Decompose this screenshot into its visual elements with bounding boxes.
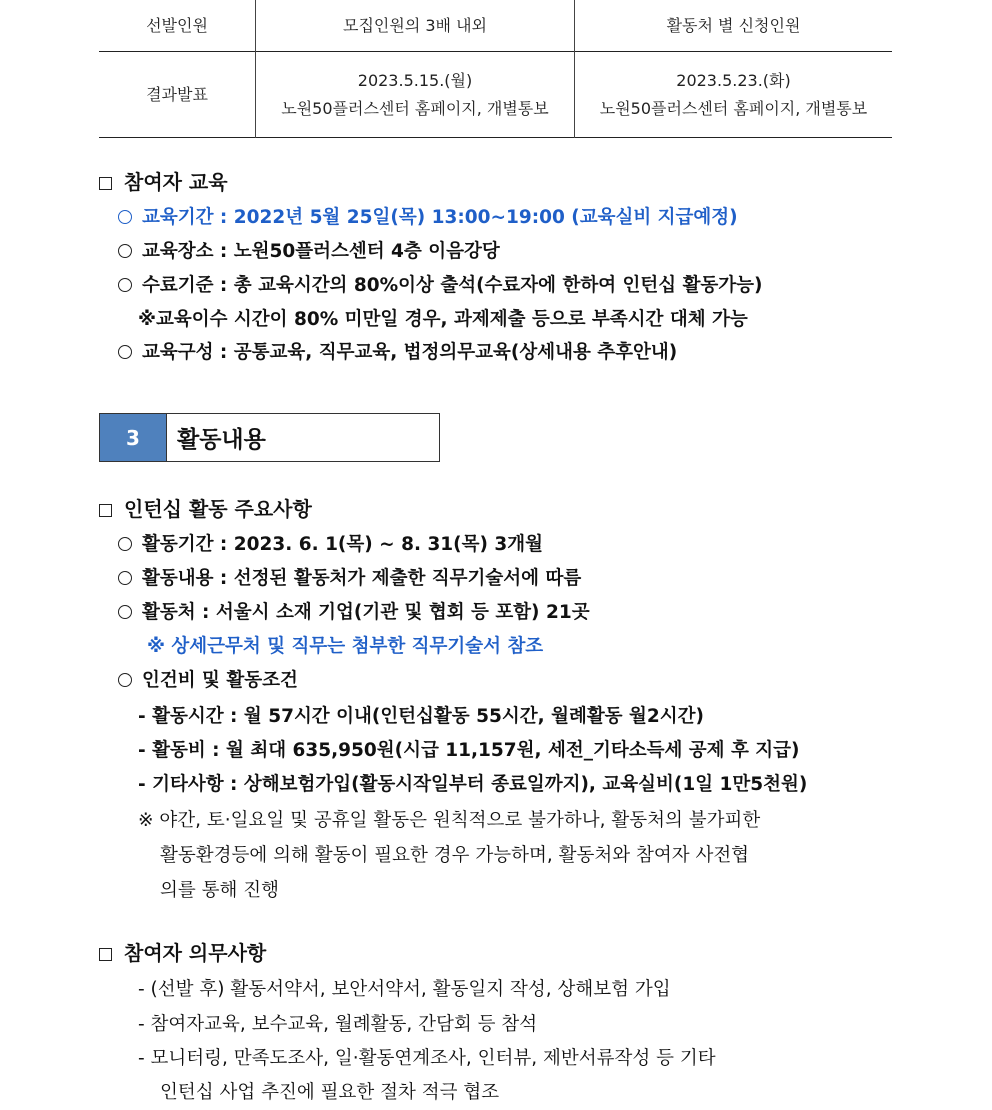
cell-note: 노원50플러스센터 홈페이지, 개별통보: [599, 98, 868, 118]
internship-heading: [99, 493, 312, 522]
line-text: ※ 상세근무처 및 직무는 첨부한 직무기술서 참조: [147, 636, 544, 657]
line-text: ※ 야간, 토·일요일 및 공휴일 활동은 원칙적으로 불가하나, 활동처의 불가피한: [138, 810, 761, 831]
line-text: 활동기간 : 2023. 6. 1(목) ~ 8. 31(목) 3개월: [142, 534, 544, 555]
cell-date: 2023.5.23.(화): [676, 70, 791, 90]
checkbox-square-icon: [99, 504, 112, 517]
cell-note: 노원50플러스센터 홈페이지, 개별통보: [281, 98, 549, 118]
cell-value: 활동처 별 신청인원: [666, 15, 801, 35]
duties-item3-line1: [138, 1044, 716, 1070]
conditions-heading: [118, 666, 298, 692]
table-bottom-border: [99, 137, 892, 138]
line-text: 의를 통해 진행: [160, 880, 279, 901]
line-text: - 활동시간 : 월 57시간 이내(인턴십활동 55시간, 월례활동 월2시간): [138, 706, 704, 727]
education-place: [118, 237, 500, 263]
line-text: 교육기간 : 2022년 5월 25일(목) 13:00~19:00 (교육실비 지급예정): [142, 207, 738, 228]
table-cell: [256, 52, 574, 137]
line-text: - 모니터링, 만족도조사, 일·활동연계조사, 인터뷰, 제반서류작성 등 기타: [138, 1048, 716, 1069]
duties-heading: [99, 937, 266, 966]
line-text: ※교육이수 시간이 80% 미만일 경우, 과제제출 등으로 부족시간 대체 가능: [138, 309, 748, 330]
row-label-selection: 선발인원: [146, 15, 208, 35]
section-number: 3: [100, 414, 167, 461]
circle-bullet-icon: [118, 571, 132, 585]
line-text: - (선발 후) 활동서약서, 보안서약서, 활동일지 작성, 상해보험 가입: [138, 979, 671, 1000]
selection-table: [99, 0, 892, 138]
table-cell: [99, 52, 255, 137]
internship-place-note: [147, 632, 543, 658]
circle-bullet-icon: [118, 278, 132, 292]
conditions-note-line3: [160, 876, 279, 902]
conditions-note-line1: [138, 806, 760, 832]
cell-date: 2023.5.15.(월): [357, 70, 473, 90]
circle-bullet-icon: [118, 345, 132, 359]
heading-text: 참여자 교육: [124, 170, 228, 194]
table-cell: [99, 0, 255, 51]
section-header: [99, 413, 440, 462]
circle-bullet-icon: [118, 210, 132, 224]
circle-bullet-icon: [118, 244, 132, 258]
duties-item3-line2: [160, 1078, 499, 1104]
education-heading: [99, 166, 228, 195]
line-text: - 참여자교육, 보수교육, 월례활동, 간담회 등 참석: [138, 1014, 538, 1035]
section-title: 활동내용: [177, 427, 266, 453]
heading-text: 참여자 의무사항: [124, 941, 267, 965]
table-cell: [575, 0, 892, 51]
conditions-note-line2: [160, 841, 749, 867]
row-label-result: 결과발표: [146, 84, 208, 104]
line-text: 활동환경등에 의해 활동이 필요한 경우 가능하며, 활동처와 참여자 사전협: [160, 845, 750, 866]
line-text: 활동처 : 서울시 소재 기업(기관 및 협회 등 포함) 21곳: [142, 602, 590, 623]
table-cell: [575, 52, 892, 137]
checkbox-square-icon: [99, 177, 112, 190]
cell-value: 모집인원의 3배 내외: [343, 15, 487, 35]
heading-text: 인턴십 활동 주요사항: [124, 497, 312, 521]
conditions-etc: [138, 770, 807, 796]
line-text: - 기타사항 : 상해보험가입(활동시작일부터 종료일까지), 교육실비(1일 1만5천원): [138, 774, 808, 795]
line-text: 인건비 및 활동조건: [142, 670, 298, 691]
circle-bullet-icon: [118, 673, 132, 687]
education-criteria: [118, 271, 763, 297]
duties-item2: [138, 1010, 537, 1036]
internship-content: [118, 564, 581, 590]
checkbox-square-icon: [99, 948, 112, 961]
education-composition: [118, 338, 677, 364]
circle-bullet-icon: [118, 605, 132, 619]
education-criteria-note: [138, 305, 748, 331]
education-period: [118, 203, 738, 229]
internship-place: [118, 598, 590, 624]
table-cell: [256, 0, 574, 51]
line-text: 교육장소 : 노원50플러스센터 4층 이음강당: [142, 241, 500, 262]
line-text: - 활동비 : 월 최대 635,950원(시급 11,157원, 세전_기타소득세 공제 후 지급): [138, 740, 800, 761]
line-text: 수료기준 : 총 교육시간의 80%이상 출석(수료자에 한하여 인턴십 활동가능): [142, 275, 763, 296]
conditions-hours: [138, 702, 704, 728]
internship-period: [118, 530, 543, 556]
circle-bullet-icon: [118, 537, 132, 551]
duties-item1: [138, 975, 671, 1001]
conditions-pay: [138, 736, 800, 762]
line-text: 활동내용 : 선정된 활동처가 제출한 직무기술서에 따름: [142, 568, 582, 589]
line-text: 교육구성 : 공통교육, 직무교육, 법정의무교육(상세내용 추후안내): [142, 342, 678, 363]
line-text: 인턴십 사업 추진에 필요한 절차 적극 협조: [160, 1082, 500, 1103]
